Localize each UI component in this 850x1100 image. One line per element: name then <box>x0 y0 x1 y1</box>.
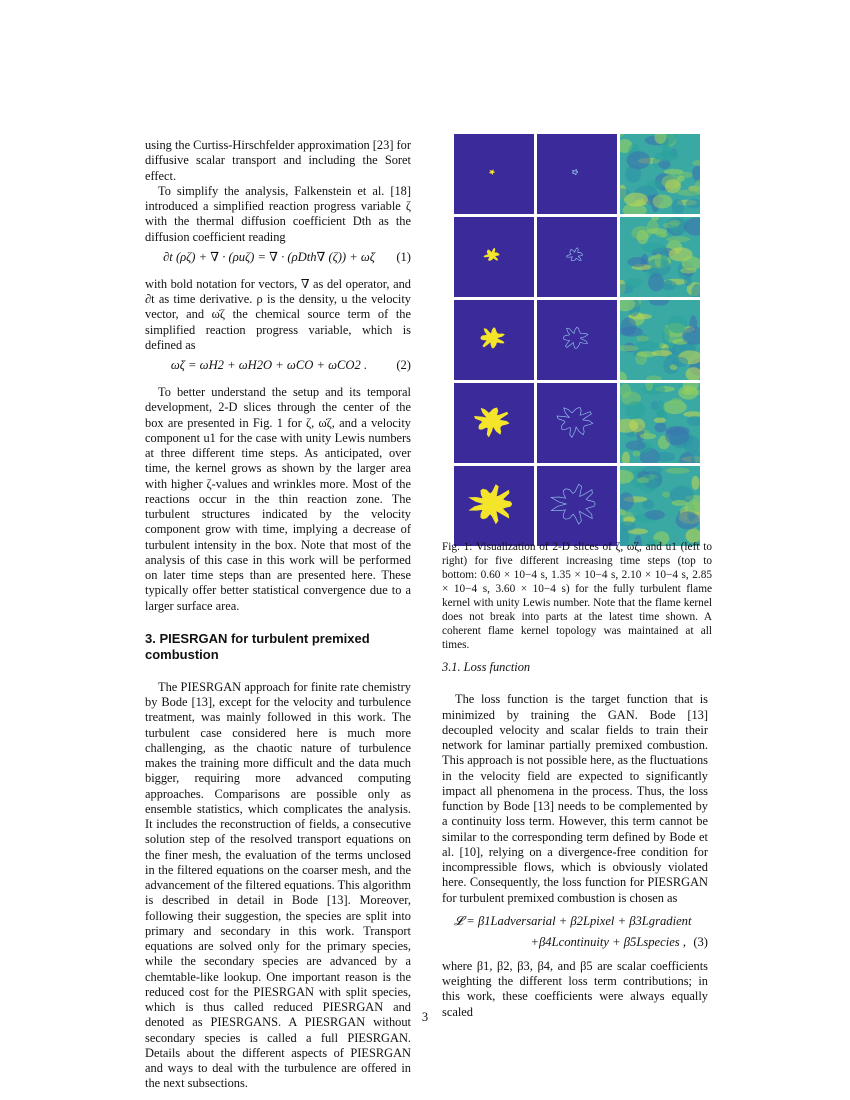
page-number: 3 <box>421 1010 429 1024</box>
paragraph: where β1, β2, β3, β4, and β5 are scalar coefficients weighting the different loss term contributions; in this work, these coefficients were always equally scaled <box>442 958 708 1019</box>
zeta-panel <box>454 134 534 214</box>
right-column <box>442 660 708 1020</box>
zeta-panel <box>454 383 534 463</box>
equation-line: 𝓛 = β1Ladversarial + β2Lpixel + β3Lgradient <box>454 913 692 928</box>
zeta-panel <box>454 300 534 380</box>
section-title: 3. PIESRGAN for turbulent premixed combustion <box>145 630 370 662</box>
figure-row <box>454 300 712 380</box>
source-term-panel <box>537 466 617 546</box>
zeta-panel <box>454 217 534 297</box>
velocity-panel <box>620 383 700 463</box>
paragraph: To better understand the setup and its temporal development, 2-D slices through the center of the box are presented in Fig. 1 for ζ, ω̇ζ, and a velocity component u1 for the case with unity Lewis numbers at three different time steps. As anticipated, over time, the kernel grows as shown by the larger area with higher ζ-values and wrinkles more. Most of the reactions occur in the thin reaction zone. The turbulent structures indicated by the velocity component grow with time, implying a decrease of turbulent intensity in the box. Note that most of the analysis of this case in this work will be performed on later time steps than are presented here. These typically offer better statistical convergence due to a larger surface area. <box>145 385 411 613</box>
equation-1 <box>145 250 411 272</box>
left-column <box>145 138 411 1092</box>
figure-row <box>454 466 712 546</box>
figure-row <box>454 217 712 297</box>
velocity-panel <box>620 217 700 297</box>
equation-number: (1) <box>396 249 411 264</box>
source-term-panel <box>537 383 617 463</box>
equation-line: +β4Lcontinuity + β5Lspecies , <box>530 934 686 949</box>
equation-number: (3) <box>693 934 708 949</box>
subsection-title: 3.1. Loss function <box>442 660 531 674</box>
equation-body: ∂t (ρζ) + ∇ · (ρuζ) = ∇ · (ρDth∇ (ζ)) + ω̇ζ <box>163 249 375 264</box>
source-term-panel <box>537 217 617 297</box>
zeta-panel <box>454 466 534 546</box>
velocity-panel <box>620 300 700 380</box>
equation-body: ω̇ζ = ω̇H2 + ω̇H2O + ω̇CO + ω̇CO2 . <box>170 358 368 372</box>
figure-caption: Fig. 1: Visualization of 2-D slices of ζ, ω̇ζ, and u1 (left to right) for five different increasing time steps (top to bottom: 0.60 × 10−4 s, 1.35 × 10−4 s, 2.10 × 10−4 s, 2.85 × 10−4 s, 3.60 × 10−4 s) for the fully turbulent flame kernel with unity Lewis number. Note that the flame kernel does not break into parts at the latest time shown. A coherent flame kernel topology was maintained at all times. <box>442 541 712 651</box>
velocity-panel <box>620 134 700 214</box>
paragraph: using the Curtiss-Hirschfelder approximation [23] for diffusive scalar transport and including the Soret effect. <box>145 138 411 183</box>
paragraph: The loss function is the target function that is minimized by training the GAN. Bode [13] decoupled velocity and scalar fields to train their network for laminar partially premixed combustion. This approach is not possible here, as the fluctuations in the velocity field are expected to significantly impact all phenomena in the process. Thus, the loss function by Bode [13] needs to be complemented by a continuity loss term. However, this term cannot be similar to the corresponding term defined by Bode et al. [10], relying on a divergence-free condition for incompressible flows, which is obviously violated here. Consequently, the loss function for PIESRGAN for turbulent premixed combustion is chosen as <box>442 692 708 905</box>
figure-1 <box>454 134 712 549</box>
equation-3 <box>442 914 708 954</box>
source-term-panel <box>537 134 617 214</box>
paragraph: The PIESRGAN approach for finite rate chemistry by Bode [13], except for the velocity and turbulence treatment, was mainly followed in this work. The turbulent case considered here is much more challenging, as the chaotic nature of turbulence makes the training more difficult and the data much bigger, requiring more advanced computing approaches. Comparisons are possible only as ensemble statistics, which complicates the analysis. It includes the reconstruction of fields, a consecutive solution step of the resolved transport equations on the finer mesh, the evaluation of the terms unclosed in the filtered equations on the coarser mesh, and the advancement of the filtered equations. This algorithm is described in detail in Bode [13]. Moreover, following their suggestion, the species are split into primary and secondary in this work. Transport equations are solved only for the primary species, while the secondary species are advanced by a chemtable-like lookup. One important reason is the reduced cost for the PIESRGAN with split species, which is thus called reduced PIESRGAN and denoted as PIESRGANS. A PIESRGAN without secondary species is called a full PIESRGAN. Details about the different aspects of PIESRGAN and ways to deal with the turbulence are offered in the next subsections. <box>145 679 411 1091</box>
velocity-panel <box>620 466 700 546</box>
equation-number: (2) <box>396 358 411 372</box>
figure-row <box>454 134 712 214</box>
equation-2 <box>145 358 411 380</box>
paragraph: To simplify the analysis, Falkenstein et al. [18] introduced a simplified reaction progress variable ζ with the thermal diffusion coefficient Dth as the diffusion coefficient reading <box>145 183 411 244</box>
paragraph: with bold notation for vectors, ∇ as del operator, and ∂t as time derivative. ρ is the density, u the velocity vector, and ω̇ζ the chemical source term of the simplified reaction progress variable, which is defined as <box>145 276 411 352</box>
source-term-panel <box>537 300 617 380</box>
figure-row <box>454 383 712 463</box>
